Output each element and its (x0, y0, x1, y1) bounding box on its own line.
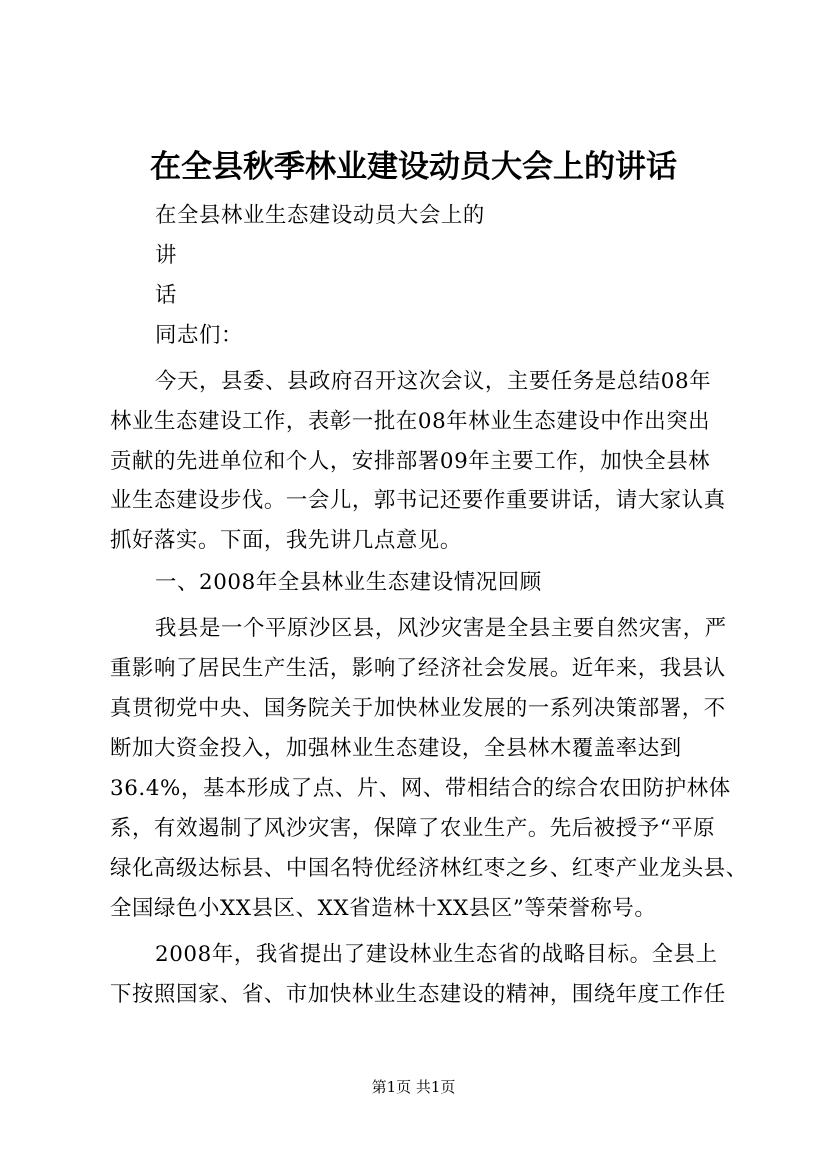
paragraph-line: 贡献的先进单位和个人，安排部署09年主要工作，加快全县林 (110, 449, 711, 474)
page-title: 在全县秋季林业建设动员大会上的讲话 (150, 149, 677, 185)
section-heading: 一、2008年全县林业生态建设情况回顾 (155, 570, 542, 595)
paragraph-line: 林业生态建设工作，表彰一批在08年林业生态建设中作出突出 (110, 409, 711, 434)
paragraph-line: 我县是一个平原沙区县，风沙灾害是全县主要自然灾害，严 (155, 616, 727, 641)
paragraph-line: 重影响了居民生产生活，影响了经济社会发展。近年来，我县认 (110, 656, 726, 681)
paragraph-line: 真贯彻党中央、国务院关于加快林业发展的一系列决策部署，不 (110, 696, 726, 721)
paragraph-line: 今天，县委、县政府召开这次会议，主要任务是总结08年 (155, 369, 712, 394)
paragraph-line: 业生态建设步伐。一会儿，郭书记还要作重要讲话，请大家认真 (110, 488, 726, 513)
paragraph-line: 断加大资金投入，加强林业生态建设，全县林木覆盖率达到 (110, 736, 682, 761)
paragraph-line: 系，有效遏制了风沙灾害，保障了农业生产。先后被授予“平原 (110, 816, 716, 841)
paragraph-line: 抓好落实。下面，我先讲几点意见。 (110, 528, 462, 553)
salutation: 同志们： (155, 323, 243, 348)
paragraph-line: 下按照国家、省、市加快林业生态建设的精神，围绕年度工作任 (110, 982, 726, 1007)
paragraph-line: 2008年，我省提出了建设林业生态省的战略目标。全县上 (155, 942, 718, 967)
subtitle-char-hua: 话 (155, 283, 177, 308)
paragraph-line: 绿化高级达标县、中国名特优经济林红枣之乡、红枣产业龙头县、 (110, 856, 748, 881)
paragraph-line: 36.4%，基本形成了点、片、网、带相结合的综合农田防护林体 (110, 776, 731, 801)
subtitle-line: 在全县林业生态建设动员大会上的 (155, 203, 485, 228)
paragraph-line: 全国绿色小XX县区、XX省造林十XX县区”等荣誉称号。 (110, 896, 657, 921)
subtitle-char-jiang: 讲 (155, 243, 177, 268)
page-number-footer: 第1页 共1页 (371, 1078, 456, 1096)
